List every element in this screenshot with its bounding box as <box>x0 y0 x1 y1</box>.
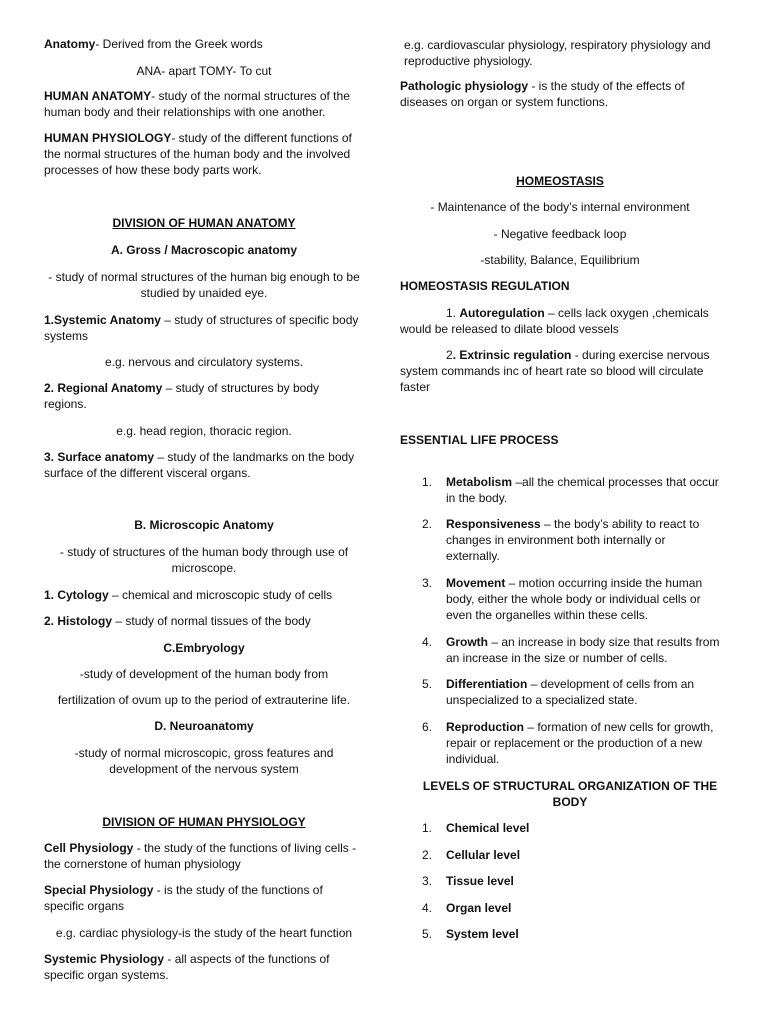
essential-process-term: Differentiation <box>446 677 528 691</box>
human-anatomy-def-text: - study of the normal structures of the human body and their relationships with one another. <box>44 89 350 119</box>
systemic-physiology-eg: e.g. cardiovascular physiology, respiratory physiology and reproductive physiology. <box>404 38 711 68</box>
ana-tomy-line: ANA- apart TOMY- To cut <box>136 64 272 78</box>
level-label: Chemical level <box>446 821 530 835</box>
embryology-heading: C.Embryology <box>163 641 245 655</box>
essential-process-text <box>446 516 720 564</box>
extrinsic-regulation-number: 2 <box>446 348 453 362</box>
special-physiology <box>44 882 364 914</box>
histology-def: – study of normal tissues of the body <box>112 614 311 628</box>
list-number: 5. <box>422 677 433 691</box>
special-physiology-term: Special Physiology <box>44 883 154 897</box>
homeostasis-line-3: -stability, Balance, Equilibrium <box>480 253 640 267</box>
pathologic-physiology <box>400 78 720 110</box>
embryology-def-line2: fertilization of ovum up to the period of extrauterine life. <box>57 693 351 707</box>
extrinsic-regulation <box>400 347 720 395</box>
surface-anatomy-term: 3. Surface anatomy <box>44 450 155 464</box>
list-number: 3. <box>422 576 433 590</box>
essential-process-text <box>446 676 720 708</box>
extrinsic-regulation-def: - during exercise nervous system commands inc of heart rate so blood will circulate faster <box>400 348 710 394</box>
levels-heading: LEVELS OF STRUCTURAL ORGANIZATION OF THE BODY <box>422 779 718 809</box>
systemic-physiology <box>44 951 364 983</box>
embryology-def-line1: -study of development of the human body from <box>79 667 329 681</box>
cytology <box>44 587 364 603</box>
systemic-physiology-term: Systemic Physiology <box>44 952 165 966</box>
human-physiology-definition <box>44 130 364 178</box>
list-number: 4. <box>422 901 433 915</box>
level-label: Tissue level <box>446 874 514 888</box>
homeostasis-regulation-heading: HOMEOSTASIS REGULATION <box>400 279 570 293</box>
homeostasis-line-1: - Maintenance of the body’s internal environment <box>430 200 690 214</box>
pathologic-physiology-def: - is the study of the effects of diseases on organ or system functions. <box>400 79 685 109</box>
list-number: 4. <box>422 635 433 649</box>
cell-physiology <box>44 840 364 872</box>
gross-anatomy-def: - study of normal structures of the human big enough to be studied by unaided eye. <box>48 270 360 300</box>
autoregulation-def: – cells lack oxygen ,chemicals would be released to dilate blood vessels <box>400 306 709 336</box>
human-anatomy-term: HUMAN ANATOMY <box>44 89 152 103</box>
essential-process-def: –all the chemical processes that occur in the body. <box>446 475 719 505</box>
regional-anatomy-term: 2. Regional Anatomy <box>44 381 163 395</box>
division-anatomy-heading: DIVISION OF HUMAN ANATOMY <box>112 216 296 230</box>
essential-process-text <box>446 474 720 506</box>
cell-physiology-term: Cell Physiology <box>44 841 134 855</box>
essential-process-def: – formation of new cells for growth, repair or replacement or the production of a new individual. <box>446 720 714 766</box>
neuroanatomy-heading: D. Neuroanatomy <box>154 719 254 733</box>
regional-anatomy-def: – study of structures by body regions. <box>44 381 319 411</box>
essential-process-term: Reproduction <box>446 720 524 734</box>
pathologic-physiology-term: Pathologic physiology <box>400 79 529 93</box>
list-number: 1. <box>422 475 433 489</box>
special-physiology-def: - is the study of the functions of specific organs <box>44 883 323 913</box>
list-number: 2. <box>422 517 433 531</box>
essential-process-text <box>446 719 720 767</box>
systemic-anatomy <box>44 312 364 344</box>
systemic-anatomy-def: – study of structures of specific body systems <box>44 313 359 343</box>
list-number: 1. <box>422 821 433 835</box>
anatomy-definition <box>44 36 364 52</box>
essential-process-term: Movement <box>446 576 506 590</box>
autoregulation-number: 1. <box>446 306 460 320</box>
essential-process-def: – the body’s ability to react to changes in environment both internally or externally. <box>446 517 700 563</box>
anatomy-def-text: - Derived from the Greek words <box>95 37 263 51</box>
list-number: 2. <box>422 848 433 862</box>
regional-anatomy <box>44 380 364 412</box>
neuroanatomy-def: -study of normal microscopic, gross features and development of the nervous system <box>74 746 334 776</box>
systemic-physiology-def: - all aspects of the functions of specific organ systems. <box>44 952 330 982</box>
division-physiology-heading: DIVISION OF HUMAN PHYSIOLOGY <box>102 815 306 829</box>
cytology-term: 1. Cytology <box>44 588 109 602</box>
essential-process-term: Responsiveness <box>446 517 541 531</box>
surface-anatomy <box>44 449 364 481</box>
list-number: 5. <box>422 927 433 941</box>
essential-process-text <box>446 634 720 666</box>
list-number: 6. <box>422 720 433 734</box>
histology-term: 2. Histology <box>44 614 113 628</box>
list-number: 3. <box>422 874 433 888</box>
autoregulation-term: Autoregulation <box>459 306 545 320</box>
special-physiology-eg: e.g. cardiac physiology-is the study of the heart function <box>55 926 353 940</box>
level-label: System level <box>446 927 519 941</box>
extrinsic-regulation-term: . Extrinsic regulation <box>452 348 572 362</box>
essential-process-term: Growth <box>446 635 488 649</box>
autoregulation <box>400 305 720 337</box>
essential-process-def: – development of cells from an unspecialized to a specialized state. <box>446 677 695 707</box>
homeostasis-line-2: - Negative feedback loop <box>493 227 627 241</box>
systemic-anatomy-eg: e.g. nervous and circulatory systems. <box>104 355 304 369</box>
histology <box>44 613 364 629</box>
homeostasis-heading: HOMEOSTASIS <box>516 174 604 188</box>
level-label: Cellular level <box>446 848 521 862</box>
cell-physiology-def: - the study of the functions of living cells - the cornerstone of human physiology <box>44 841 357 871</box>
human-physiology-def-text: - study of the different functions of the normal structures of the human body and the involved processes of how these body parts work. <box>44 131 352 177</box>
level-label: Organ level <box>446 901 512 915</box>
microscopic-anatomy-def: - study of structures of the human body through use of microscope. <box>59 545 349 575</box>
systemic-anatomy-term: 1.Systemic Anatomy <box>44 313 161 327</box>
essential-process-text <box>446 575 720 623</box>
gross-anatomy-heading: A. Gross / Macroscopic anatomy <box>110 243 298 257</box>
essential-life-process-heading: ESSENTIAL LIFE PROCESS <box>400 433 559 447</box>
surface-anatomy-def: – study of the landmarks on the body surface of the different visceral organs. <box>44 450 355 480</box>
microscopic-anatomy-heading: B. Microscopic Anatomy <box>134 518 274 532</box>
regional-anatomy-eg: e.g. head region, thoracic region. <box>116 424 292 438</box>
anatomy-term: Anatomy <box>44 37 96 51</box>
human-physiology-term: HUMAN PHYSIOLOGY <box>44 131 172 145</box>
human-anatomy-definition <box>44 88 364 120</box>
essential-process-term: Metabolism <box>446 475 513 489</box>
essential-process-def: – motion occurring inside the human body, either the whole body or individual cells or even the organelles within these cells. <box>446 576 703 622</box>
essential-process-def: – an increase in body size that results from an increase in the size or number of cells. <box>446 635 720 665</box>
cytology-def: – chemical and microscopic study of cells <box>108 588 333 602</box>
